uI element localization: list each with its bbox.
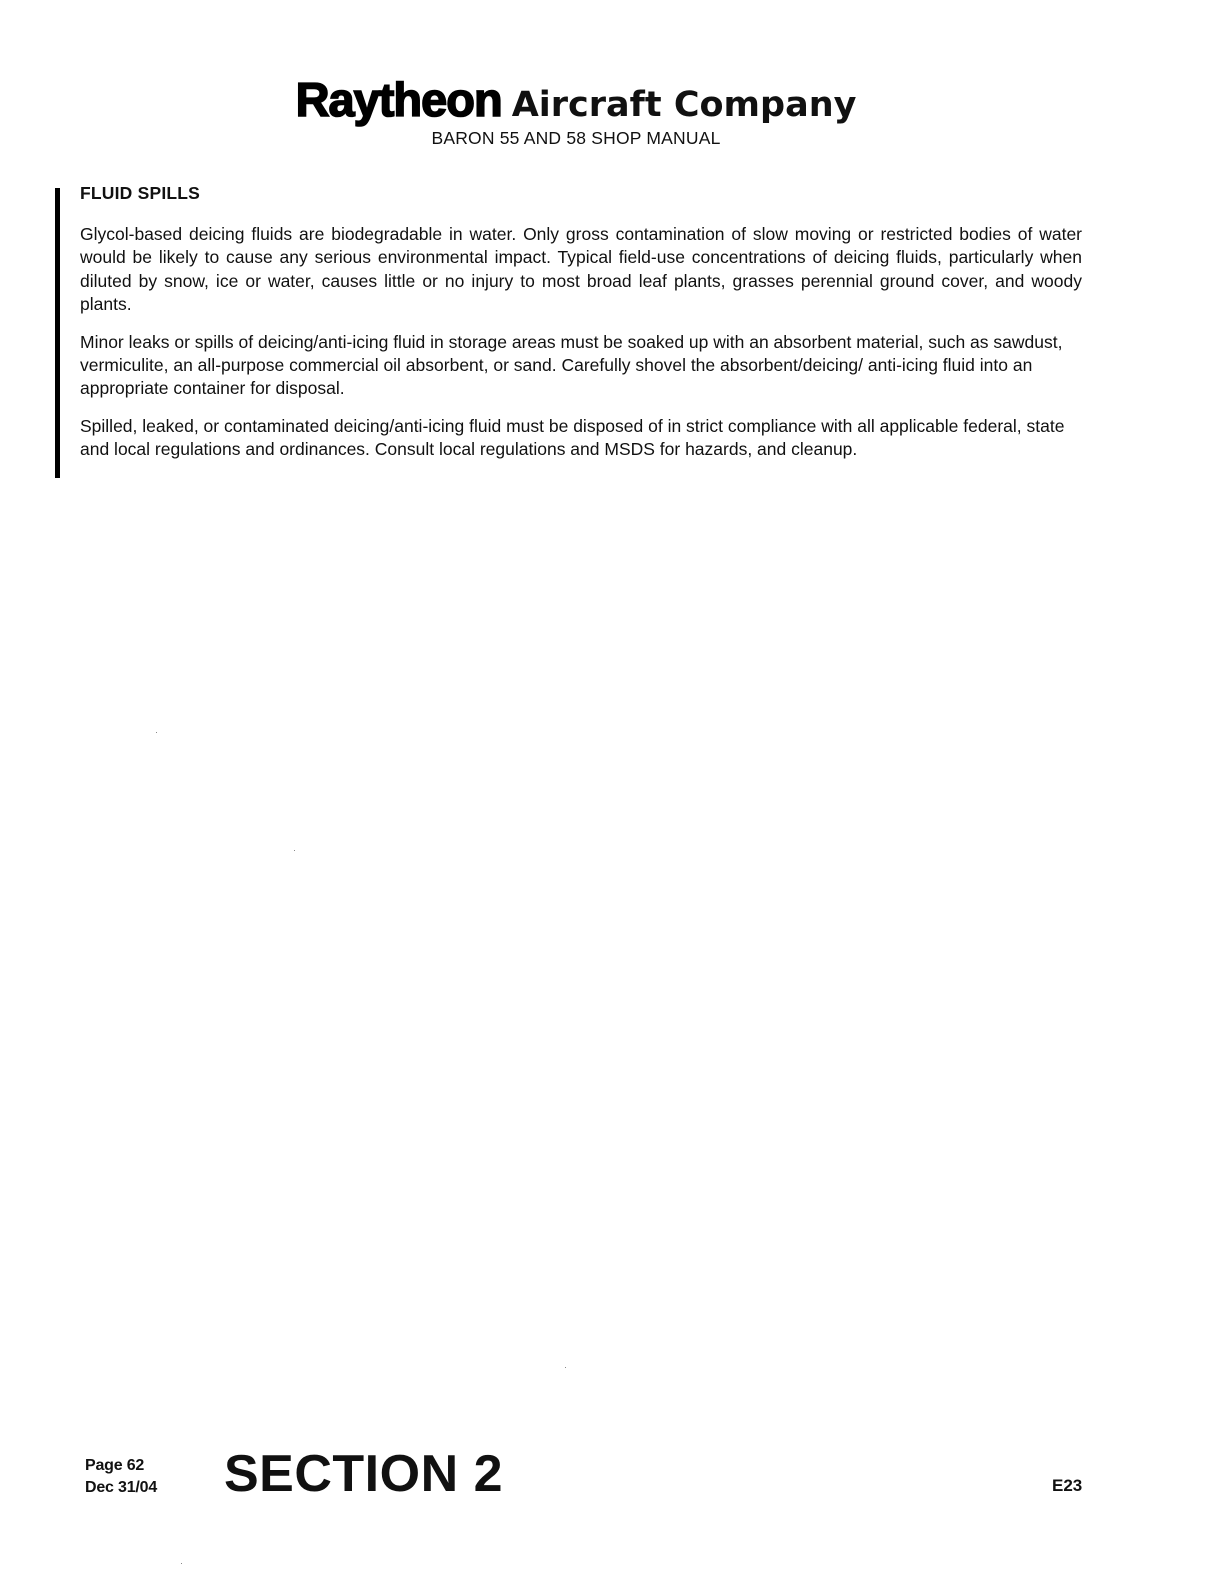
- page-header: [0, 72, 1220, 127]
- footer-page-number: Page 62: [85, 1457, 145, 1474]
- scan-speck: [294, 850, 295, 851]
- paragraph-1: Glycol-based deicing fluids are biodegradable in water. Only gross contamination of slow moving or restricted bodies of water would be likely to cause any serious environmental impact. Typical field-use concentrations of deicing fluids, particularly when diluted by snow, ice or water, causes little or no injury to most broad leaf plants, grasses perennial ground cover, and woody plants.: [80, 224, 1082, 315]
- brand-logo: Raytheon: [295, 73, 502, 126]
- body-text: [80, 223, 1082, 476]
- paragraph-2: Minor leaks or spills of deicing/anti-icing fluid in storage areas must be soaked up with an absorbent material, such as sawdust, vermiculite, an all-purpose commercial oil absorbent, or sand. Carefully shovel the absorbent/deicing/ anti-icing fluid into an appropriate container for disposal.: [80, 331, 1063, 399]
- manual-title-text: BARON 55 AND 58 SHOP MANUAL: [431, 128, 721, 148]
- scan-speck: [181, 1563, 182, 1564]
- manual-title: [0, 128, 1220, 149]
- section-heading: FLUID SPILLS: [80, 183, 201, 203]
- brand-suffix: Aircraft Company: [511, 85, 857, 125]
- paragraph-3: Spilled, leaked, or contaminated deicing/anti-icing fluid must be disposed of in strict compliance with all applicable federal, state and local regulations and ordinances. Consult local regulations and MSDS for hazards, and cleanup.: [80, 415, 1065, 460]
- footer-code: E23: [1052, 1476, 1083, 1495]
- footer-date: Dec 31/04: [85, 1479, 158, 1496]
- footer-section-title: SECTION 2: [224, 1445, 503, 1503]
- scan-speck: [565, 1367, 566, 1368]
- brand-line: [296, 72, 857, 127]
- scan-speck: [156, 732, 157, 733]
- revision-change-bar: [55, 188, 60, 478]
- footer-page-info: [85, 1455, 157, 1499]
